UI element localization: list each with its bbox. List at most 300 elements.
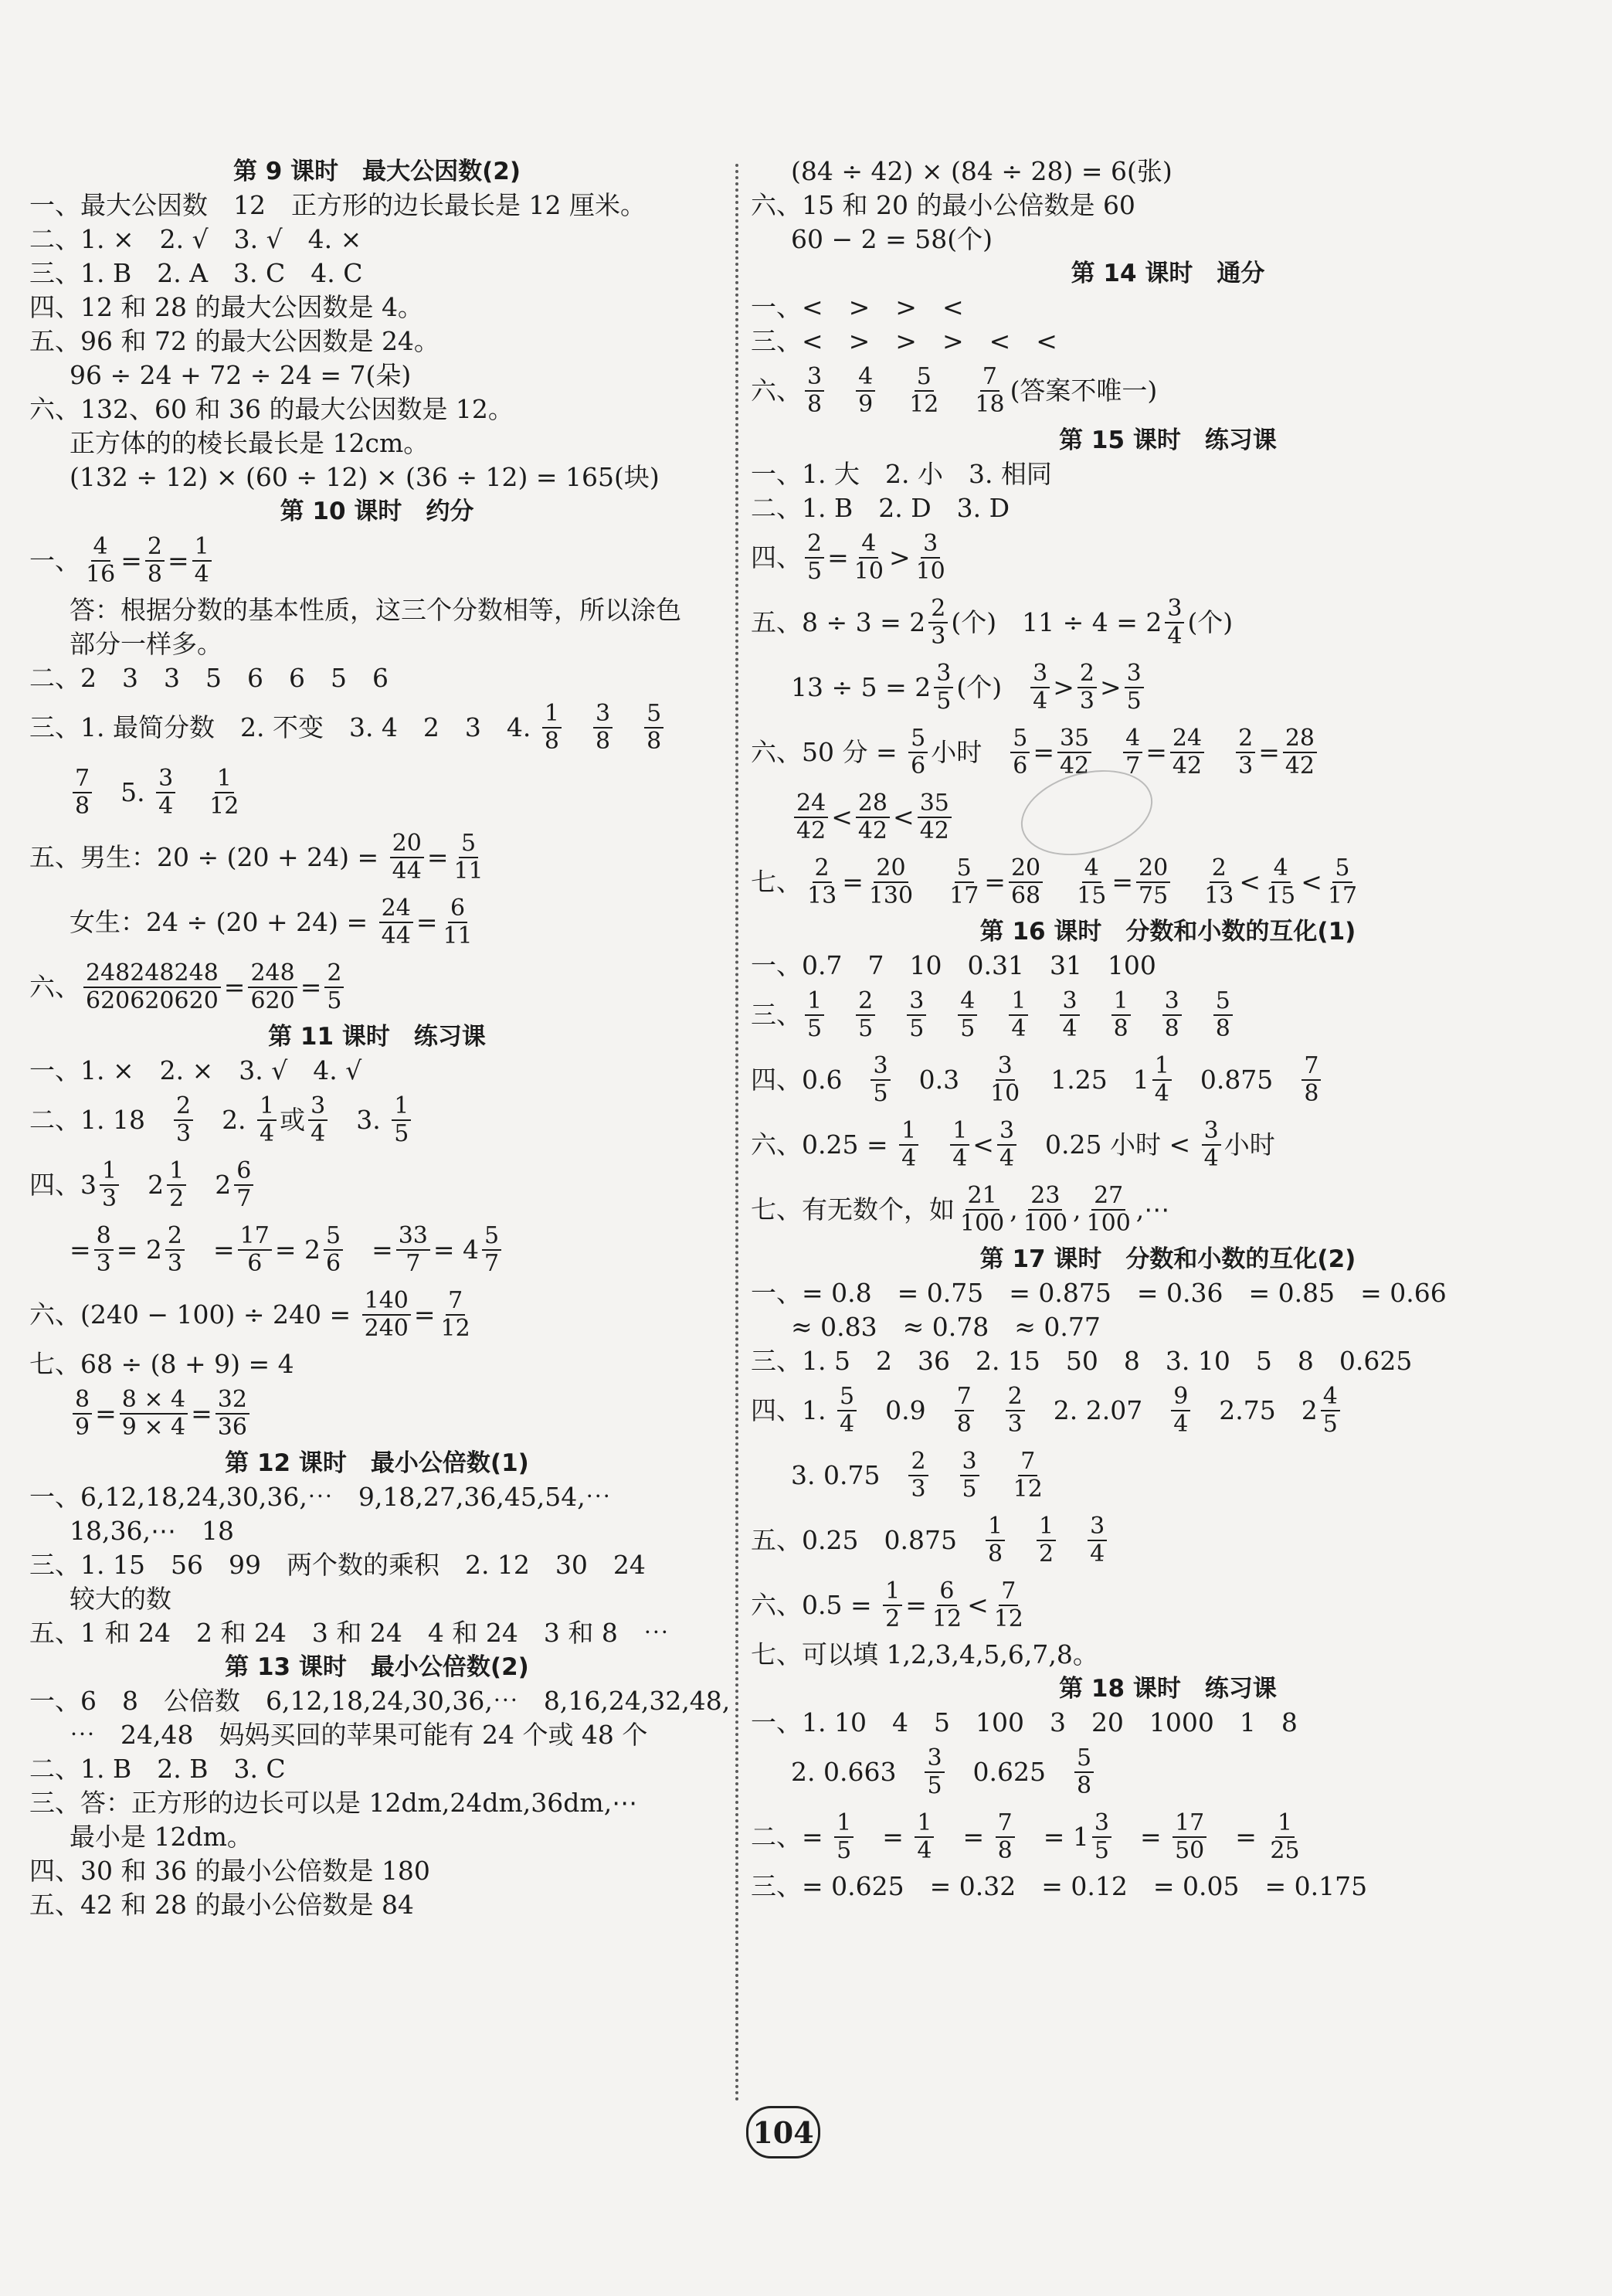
fraction	[883, 1580, 902, 1631]
fraction	[960, 1450, 979, 1501]
fraction-numerator: 6	[234, 1160, 253, 1186]
answer-text: 二、1. 18	[29, 1105, 171, 1135]
answer-text	[1173, 850, 1199, 915]
section-heading: 第 13 课时 最小公倍数(2)	[225, 1653, 529, 1681]
fraction-denominator: 25	[1270, 1837, 1300, 1864]
answer-line	[751, 222, 1585, 256]
fraction-numerator: 5	[644, 702, 663, 729]
fraction-numerator: 5	[459, 832, 478, 858]
fraction-denominator: 8	[544, 728, 559, 755]
fraction	[908, 727, 928, 778]
fraction-numerator: 4	[1321, 1385, 1340, 1411]
answer-line	[751, 1573, 1585, 1638]
answer-text: <	[1239, 867, 1261, 897]
answer-text	[980, 983, 1006, 1048]
answer-text: 三、= 0.625 = 0.32 = 0.12 = 0.05 = 0.175	[751, 1871, 1368, 1901]
fraction-denominator: 36	[217, 1414, 247, 1441]
fraction-denominator: 100	[960, 1210, 1005, 1237]
answer-text: ≈ 0.83 ≈ 0.78 ≈ 0.77	[791, 1312, 1101, 1342]
fraction-numerator: 4	[1271, 857, 1291, 883]
answer-text	[1031, 983, 1057, 1048]
answer-text: 一、0.7 7 10 0.31 31 100	[751, 950, 1156, 980]
answer-text: 一、1. × 2. × 3. √ 4. √	[29, 1055, 362, 1085]
fraction-denominator: 4	[952, 1145, 968, 1172]
answer-line	[29, 290, 725, 324]
fraction	[1111, 987, 1131, 1042]
fraction-denominator: 3	[931, 623, 946, 650]
answer-text: 2. 0.663	[791, 1757, 922, 1787]
answer-text: =	[95, 1398, 117, 1428]
answer-line	[751, 358, 1585, 423]
fraction	[439, 1289, 473, 1340]
answer-text: 2	[122, 1170, 165, 1200]
answer-line	[751, 1048, 1585, 1112]
page-number: 104	[746, 2106, 820, 2158]
fraction-numerator: 248248248	[83, 962, 221, 988]
answer-line	[751, 1805, 1585, 1870]
fraction-denominator: 50	[1175, 1837, 1205, 1864]
fraction-numerator: 3	[1088, 1515, 1107, 1541]
answer-text: 3.	[331, 1105, 389, 1135]
answer-line	[29, 1153, 725, 1218]
fraction	[958, 1184, 1006, 1235]
answer-text: =	[1033, 737, 1054, 767]
answer-text	[921, 1112, 947, 1177]
fraction	[794, 792, 828, 843]
answer-line	[29, 1820, 725, 1854]
answer-line	[751, 983, 1585, 1048]
answer-text: 四、	[751, 542, 802, 572]
answer-text: <	[967, 1590, 989, 1620]
answer-text: (答案不唯一)	[1010, 375, 1158, 406]
fraction-denominator: 8	[595, 728, 611, 755]
fraction-denominator: 8	[1113, 1015, 1128, 1042]
answer-text: 2.75 2	[1193, 1395, 1318, 1425]
answer-line	[29, 1282, 725, 1347]
answer-line	[29, 1514, 725, 1548]
fraction	[805, 365, 824, 416]
answer-text: 五、1 和 24 2 和 24 3 和 24 4 和 24 3 和 8 ⋯	[29, 1618, 669, 1648]
fraction-denominator: 5	[1322, 1411, 1338, 1438]
fraction-numerator: 3	[870, 1055, 890, 1081]
answer-text: 三、答：正方形的边长可以是 12dm,24dm,36dm,⋯	[29, 1788, 638, 1818]
answer-text: <	[972, 1129, 994, 1160]
answer-text: 三、< > > > < <	[751, 326, 1057, 356]
fraction-denominator: 8	[1304, 1080, 1319, 1107]
fraction-denominator: 3	[175, 1120, 192, 1147]
answer-line	[751, 590, 1585, 655]
answer-text: 一、< > > <	[751, 292, 964, 322]
fraction-numerator: 3	[997, 1119, 1016, 1146]
fraction	[1125, 662, 1144, 713]
fraction-denominator: 4	[1203, 1145, 1219, 1172]
fraction-denominator: 2	[169, 1185, 185, 1212]
fraction-numerator: 140	[362, 1289, 411, 1316]
answer-text: 七、可以填 1,2,3,4,5,6,7,8。	[751, 1639, 1098, 1669]
answer-line	[751, 1177, 1585, 1242]
fraction-numerator: 3	[907, 990, 926, 1016]
answer-line	[29, 392, 725, 426]
fraction-numerator: 33	[396, 1224, 430, 1251]
fraction-numerator: 2	[145, 535, 165, 562]
fraction-numerator: 20	[390, 832, 424, 858]
answer-line	[29, 528, 725, 593]
fraction	[215, 1388, 249, 1439]
fraction-denominator: 5	[807, 558, 823, 585]
fraction	[100, 1157, 119, 1212]
answer-text: = 2	[116, 1235, 162, 1265]
answer-text: 三、1. 最简分数 2. 不变 3. 4 2 3 4.	[29, 712, 539, 742]
answer-text: 六、	[29, 972, 80, 1002]
fraction	[165, 1224, 185, 1275]
answer-line	[29, 1582, 725, 1616]
answer-text: 0.875	[1174, 1065, 1299, 1095]
answer-text: = 4	[433, 1235, 480, 1265]
fraction-numerator: 1	[167, 1160, 186, 1186]
fraction	[986, 1515, 1005, 1566]
fraction-denominator: 8	[987, 1540, 1003, 1567]
fraction-numerator: 1	[834, 1812, 854, 1838]
answer-line	[29, 627, 725, 661]
answer-text	[827, 358, 853, 423]
answer-text: <	[893, 802, 915, 832]
answer-line	[29, 222, 725, 256]
answer-text: =	[984, 867, 1006, 897]
answer-text: 一、	[29, 545, 80, 576]
answer-text: =	[842, 867, 864, 897]
answer-text: 2.	[196, 1105, 255, 1135]
fraction	[1011, 1450, 1045, 1501]
answer-line	[751, 850, 1585, 915]
left-column	[29, 155, 731, 1922]
fraction	[907, 365, 941, 416]
answer-text	[565, 695, 590, 760]
fraction-numerator: 4	[1123, 727, 1142, 753]
fraction-numerator: 2	[1236, 727, 1255, 753]
answer-text	[878, 358, 904, 423]
fraction	[1283, 727, 1317, 778]
fraction	[120, 1388, 188, 1439]
fraction-denominator: 12	[440, 1315, 470, 1342]
fraction-denominator: 4	[1033, 688, 1048, 715]
fraction-numerator: 24	[379, 897, 413, 923]
fraction-denominator: 12	[993, 1605, 1023, 1632]
fraction-denominator: 12	[932, 1605, 962, 1632]
fraction	[1010, 727, 1030, 778]
fraction-denominator: 5	[858, 1015, 874, 1042]
fraction	[362, 1289, 411, 1340]
fraction	[837, 1385, 857, 1436]
fraction-denominator: 17	[1327, 882, 1358, 909]
fraction	[852, 532, 886, 583]
answer-line	[29, 256, 725, 290]
fraction-numerator: 1	[1152, 1055, 1172, 1081]
answer-text: 96 ÷ 24 + 72 ÷ 24 = 7(朵)	[70, 360, 412, 390]
answer-line	[751, 1344, 1585, 1378]
answer-line	[751, 189, 1585, 222]
fraction-denominator: 3	[167, 1250, 182, 1277]
answer-line	[29, 1480, 725, 1514]
answer-text: 五、0.25 0.875	[751, 1525, 982, 1555]
answer-line	[29, 890, 725, 955]
fraction-numerator: 4	[859, 532, 878, 559]
answer-line	[29, 1548, 725, 1582]
fraction-numerator: 2	[908, 1450, 928, 1476]
fraction-numerator: 1	[1009, 990, 1028, 1016]
fraction-numerator: 4	[91, 535, 110, 562]
answer-text: =	[167, 545, 189, 576]
answer-line	[29, 1088, 725, 1153]
fraction-denominator: 2	[885, 1605, 901, 1632]
answer-text: 五、42 和 28 的最小公倍数是 84	[29, 1890, 414, 1920]
fraction-numerator: 9	[1171, 1385, 1190, 1411]
fraction-numerator: 1	[257, 1095, 277, 1121]
fraction-numerator: 3	[934, 662, 953, 688]
fraction	[914, 532, 948, 583]
fraction-denominator: 8	[147, 561, 162, 588]
fraction-numerator: 3	[308, 1095, 327, 1121]
fraction-numerator: 1	[805, 990, 824, 1016]
answer-text: 五、男生：20 ÷ (20 + 24) =	[29, 842, 387, 872]
fraction-denominator: 5	[807, 1015, 823, 1042]
answer-text	[1207, 720, 1233, 785]
answer-text: 六、15 和 20 的最小公倍数是 60	[751, 190, 1135, 220]
answer-text: 一、6 8 公倍数 6,12,18,24,30,36,⋯ 8,16,24,32,48,	[29, 1686, 731, 1716]
answer-text: 二、1. B 2. D 3. D	[751, 493, 1010, 523]
answer-line	[751, 1310, 1585, 1344]
answer-line	[751, 324, 1585, 358]
answer-text: =	[1258, 737, 1280, 767]
fraction-numerator: 3	[921, 532, 940, 559]
answer-text	[178, 760, 204, 825]
fraction-numerator: 3	[1162, 990, 1182, 1016]
fraction	[1264, 854, 1298, 909]
fraction-numerator: 1	[1111, 990, 1131, 1016]
fraction-numerator: 7	[980, 365, 999, 392]
answer-text: 五、8 ÷ 3 = 2	[751, 607, 926, 637]
answer-text: =	[300, 972, 322, 1002]
fraction-denominator: 100	[1023, 1210, 1068, 1237]
answer-text: 二、=	[751, 1822, 832, 1852]
answer-line	[751, 1706, 1585, 1740]
answer-line	[29, 1381, 725, 1446]
fraction-numerator: 7	[1018, 1450, 1037, 1476]
fraction-denominator: 8	[646, 728, 662, 755]
fraction-numerator: 3	[960, 1450, 979, 1476]
fraction-denominator: 4	[901, 1145, 917, 1172]
fraction-numerator: 2	[1077, 662, 1097, 688]
fraction-numerator: 24	[1170, 727, 1204, 753]
fraction-numerator: 5	[955, 857, 974, 883]
answer-text: 四、1.	[751, 1395, 834, 1425]
fraction	[947, 854, 981, 909]
fraction-numerator: 3	[593, 702, 613, 729]
fraction-numerator: 1	[950, 1119, 969, 1146]
answer-text: 女生：24 ÷ (20 + 24) =	[70, 907, 376, 937]
answer-text: 2	[189, 1170, 232, 1200]
answer-line	[29, 460, 725, 494]
fraction-numerator: 7	[996, 1812, 1015, 1838]
answer-text: ⋯ 24,48 妈妈买回的苹果可能有 24 个或 48 个	[70, 1720, 648, 1750]
fraction	[1202, 854, 1236, 909]
answer-text: 七、有无数个，如	[751, 1194, 955, 1224]
fraction-denominator: 9	[75, 1414, 90, 1441]
answer-text: 答：根据分数的基本性质，这三个分数相等，所以涂色	[70, 595, 681, 625]
fraction-denominator: 5	[873, 1080, 888, 1107]
answer-text: 0.3	[893, 1065, 986, 1095]
answer-text: 最小是 12dm。	[70, 1822, 253, 1852]
fraction	[856, 987, 875, 1042]
fraction	[1077, 662, 1097, 713]
fraction	[542, 702, 562, 753]
fraction	[1037, 1515, 1056, 1566]
fraction-denominator: 620	[250, 987, 295, 1014]
section-heading: 第 12 课时 最小公倍数(1)	[225, 1449, 529, 1477]
fraction-numerator: 1	[542, 702, 562, 729]
answer-text	[1008, 1508, 1033, 1573]
section-heading: 第 11 课时 练习课	[268, 1023, 486, 1051]
fraction-numerator: 2	[856, 990, 875, 1016]
fraction-numerator: 4	[856, 365, 875, 392]
fraction-numerator: 20	[1009, 857, 1043, 883]
answer-text: (个) 11 ÷ 4 = 2	[951, 607, 1162, 637]
fraction-numerator: 7	[955, 1385, 974, 1411]
fraction	[83, 959, 221, 1014]
answer-line	[29, 593, 725, 627]
fraction-denominator: 5	[327, 987, 342, 1014]
fraction	[928, 597, 948, 648]
answer-text: >	[888, 542, 911, 572]
fraction	[1088, 1515, 1107, 1566]
fraction-numerator: 7	[446, 1289, 465, 1316]
fraction-denominator: 7	[1125, 752, 1141, 779]
answer-text: = 2	[274, 1235, 321, 1265]
answer-text: <	[831, 802, 853, 832]
answer-text: 二、2 3 3 5 6 6 5 6	[29, 663, 389, 693]
answer-text	[918, 850, 944, 915]
answer-text	[1134, 983, 1159, 1048]
fraction-denominator: 3	[1238, 752, 1254, 779]
answer-text: 小时	[1223, 1129, 1275, 1160]
fraction-denominator: 10	[854, 558, 884, 585]
answer-line	[29, 1718, 725, 1752]
fraction	[1321, 1385, 1340, 1436]
fraction-numerator: 2	[174, 1095, 193, 1121]
answer-text: 0.9	[860, 1395, 952, 1425]
fraction	[234, 1157, 253, 1212]
fraction-numerator: 2	[1006, 1385, 1025, 1411]
fraction-numerator: 1	[1037, 1515, 1056, 1541]
answer-line	[29, 358, 725, 392]
fraction	[174, 1092, 193, 1147]
fraction-numerator: 1	[915, 1812, 934, 1838]
answer-text: =	[426, 842, 449, 872]
fraction	[167, 1157, 186, 1212]
answer-line	[29, 426, 725, 460]
section-heading: 第 10 课时 约分	[280, 498, 474, 525]
fraction-denominator: 3	[96, 1250, 111, 1277]
fraction-numerator: 8 × 4	[120, 1388, 188, 1415]
answer-text: =	[416, 907, 438, 937]
fraction-denominator: 620620620	[86, 987, 219, 1014]
fraction	[392, 1092, 411, 1147]
fraction-numerator: 8	[73, 1388, 92, 1415]
fraction	[930, 1580, 964, 1631]
answer-text: 六、	[751, 375, 802, 406]
fraction	[156, 767, 175, 818]
fraction-numerator: 5	[324, 1224, 343, 1251]
answer-text: 三、1. 5 2 36 2. 15 50 8 3. 10 5 8 0.625	[751, 1346, 1413, 1376]
fraction-numerator: 7	[1301, 1055, 1321, 1081]
fraction	[644, 702, 663, 753]
fraction-numerator: 8	[94, 1224, 114, 1251]
fraction-denominator: 4	[158, 793, 174, 820]
answer-text: 0.625	[947, 1757, 1072, 1787]
answer-line	[751, 1638, 1585, 1672]
fraction-numerator: 3	[1092, 1812, 1111, 1838]
answer-text	[932, 1443, 957, 1508]
fraction-denominator: 18	[975, 391, 1005, 418]
fraction-numerator: 4	[1082, 857, 1101, 883]
fraction-denominator: 4	[1011, 1015, 1027, 1042]
fraction-numerator: 1	[883, 1580, 902, 1606]
answer-text: 一、最大公因数 12 正方形的边长最长是 12 厘米。	[29, 190, 646, 220]
fraction-numerator: 2	[165, 1224, 185, 1251]
answer-line	[29, 1054, 725, 1088]
fraction-numerator: 2	[928, 597, 948, 623]
answer-text: 13 ÷ 5 = 2	[791, 672, 932, 702]
fraction-numerator: 3	[996, 1055, 1015, 1081]
fraction-denominator: 6	[911, 752, 926, 779]
fraction	[899, 1119, 918, 1170]
fraction	[1236, 727, 1255, 778]
answer-line	[751, 1112, 1585, 1177]
answer-line	[29, 760, 725, 825]
answer-text: 七、	[751, 867, 802, 897]
fraction	[1009, 854, 1043, 909]
fraction-numerator: 3	[805, 365, 824, 392]
fraction	[257, 1092, 277, 1147]
fraction-denominator: 4	[839, 1411, 855, 1438]
fraction	[997, 1119, 1016, 1170]
fraction-denominator: 2	[1039, 1540, 1054, 1567]
fraction-denominator: 130	[868, 882, 914, 909]
answer-text: 三、	[751, 1000, 802, 1030]
fraction-denominator: 42	[1285, 752, 1315, 779]
fraction	[805, 532, 824, 583]
answer-text: >	[1099, 672, 1122, 702]
fraction-numerator: 1	[1275, 1812, 1295, 1838]
fraction	[1170, 727, 1204, 778]
answer-text: 1.25 1	[1025, 1065, 1149, 1095]
answer-line	[29, 1854, 725, 1888]
fraction-numerator: 3	[156, 767, 175, 793]
fraction	[915, 1809, 934, 1864]
answer-text: ,	[1010, 1194, 1018, 1224]
fraction-denominator: 6	[1013, 752, 1028, 779]
fraction-denominator: 8	[1215, 1015, 1230, 1042]
fraction-numerator: 17	[1173, 1812, 1206, 1838]
answer-text: 18,36,⋯ 18	[70, 1516, 234, 1546]
fraction-denominator: 42	[857, 817, 888, 844]
fraction-numerator: 20	[874, 857, 908, 883]
answer-text: =	[905, 1590, 927, 1620]
fraction	[805, 854, 839, 909]
fraction-numerator: 3	[1030, 662, 1050, 688]
fraction-numerator: 6	[937, 1580, 956, 1606]
fraction	[94, 1224, 114, 1275]
answer-text: =	[120, 545, 142, 576]
